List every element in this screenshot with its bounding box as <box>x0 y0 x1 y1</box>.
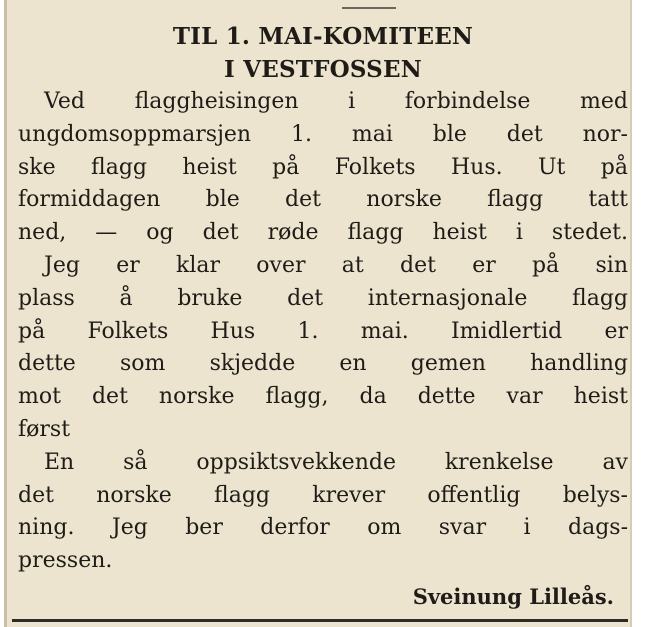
text-line: En så oppsiktsvekkende krenkelse av <box>44 449 628 475</box>
text-line: dette som skjedde en gemen handling <box>18 351 628 377</box>
bottom-rule <box>12 619 628 622</box>
text-line: ned, — og det røde flagg heist i stedet. <box>18 220 628 246</box>
text-line: mot det norske flagg, da dette var heist <box>18 384 628 410</box>
paragraph-1 <box>18 86 628 250</box>
text-line: Ved flaggheisingen i forbindelse med <box>44 89 628 114</box>
text-line: på Folkets Hus 1. mai. Imidlertid er <box>18 318 628 344</box>
text-line: ske flagg heist på Folkets Hus. Ut på <box>18 154 628 180</box>
top-rule <box>342 0 396 9</box>
text-line: plass å bruke det internasjonale flagg <box>18 285 628 311</box>
paragraph-3 <box>18 447 628 578</box>
text-line: ungdomsoppmarsjen 1. mai ble det nor- <box>18 121 628 147</box>
article <box>18 20 628 578</box>
signature: Sveinung Lilleås. <box>412 584 614 609</box>
text-line: formiddagen ble det norske flagg tatt <box>18 187 628 213</box>
headline-line-1: TIL 1. MAI-KOMITEEN <box>172 23 474 50</box>
text-line: ning. Jeg ber derfor om svar i dags- <box>18 515 628 541</box>
paragraph-2 <box>18 250 628 447</box>
text-line: det norske flagg krever offentlig belys- <box>18 482 628 508</box>
text-line: pressen. <box>18 548 113 574</box>
text-line: Jeg er klar over at det er på sin <box>44 252 628 278</box>
headline-line-2: I VESTFOSSEN <box>224 56 422 83</box>
text-line: først <box>18 416 71 442</box>
headline <box>18 20 628 86</box>
